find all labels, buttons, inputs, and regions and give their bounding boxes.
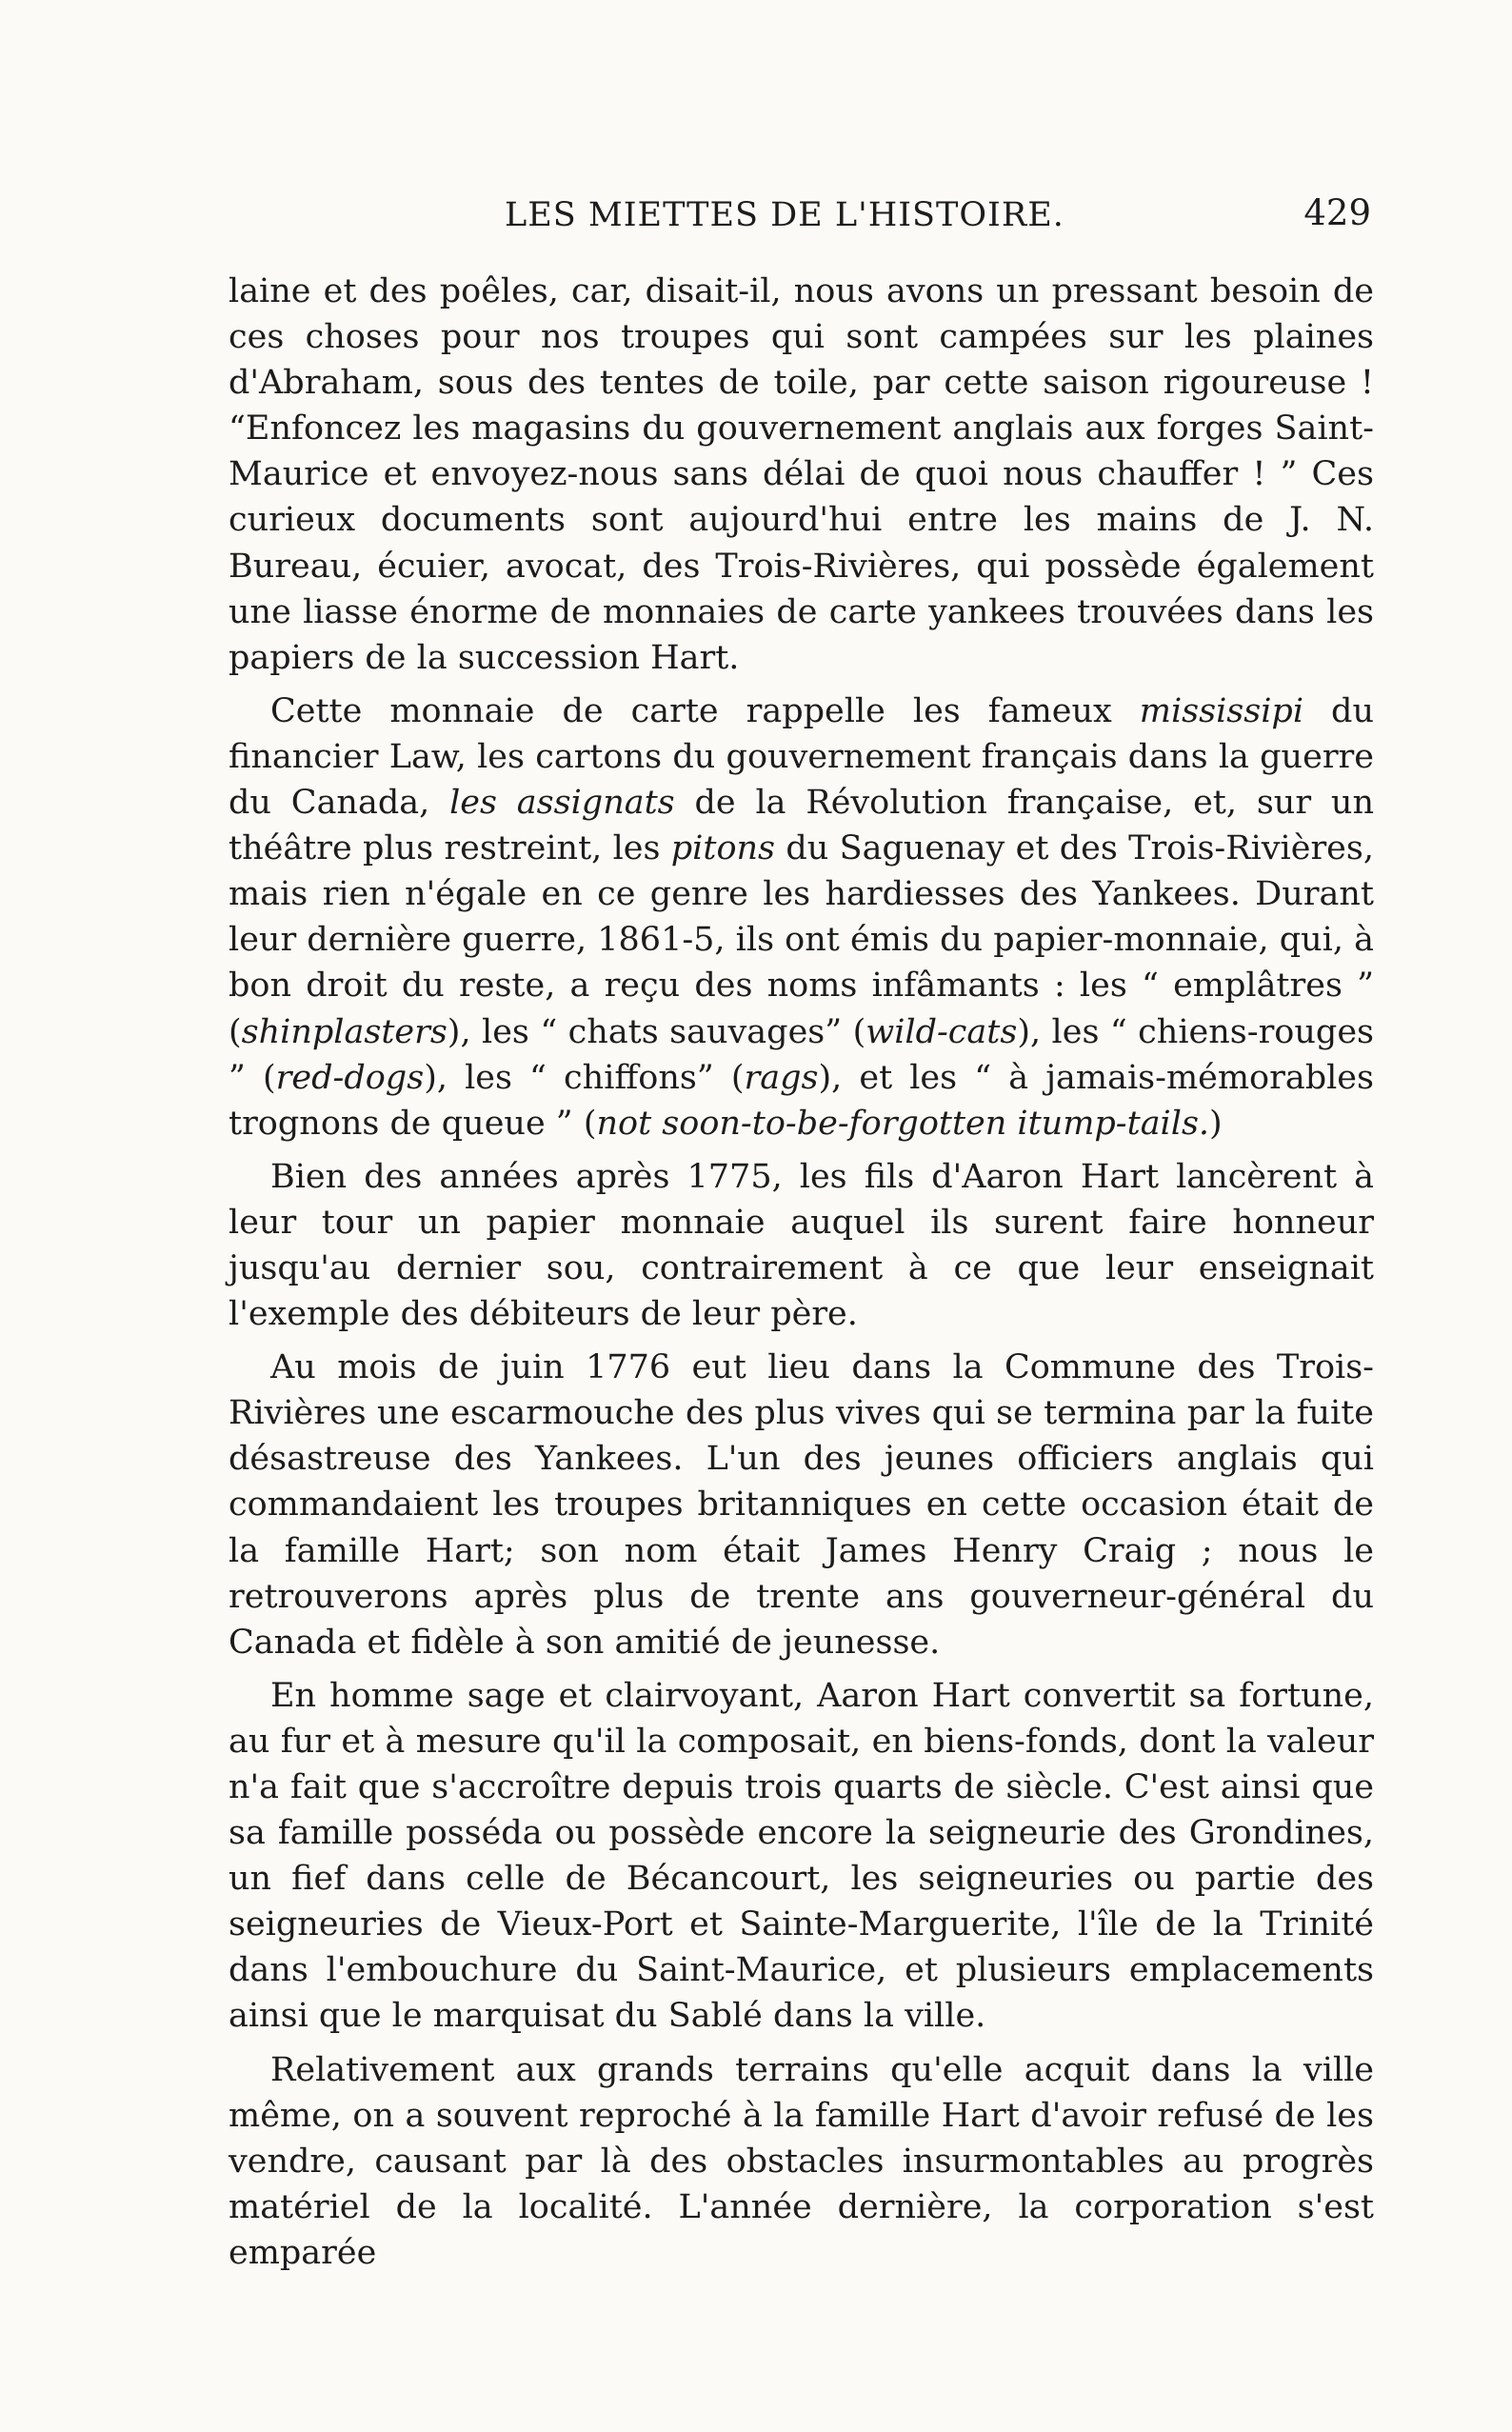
paragraph bbox=[229, 1154, 1374, 1337]
paragraph bbox=[229, 688, 1374, 1146]
text-run: Au mois de juin 1776 eut lieu dans la Commune des Trois-Rivières une escarmouche des plus vives qui se termina par la fuite désastreuse des Yankees. L'un des jeunes officiers anglais qui commandaient les troupes britanniques en cette occasion était de la famille Hart; son nom était James Henry Craig ; nous le retrouverons après plus de trente ans gouverneur-général du Canada et fidèle à son amitié de jeunesse. bbox=[229, 1348, 1374, 1662]
text-run: du financier Law, les cartons du gouvernement français dans la guerre du Canada, bbox=[229, 691, 1374, 823]
text-run: Cette monnaie de carte rappelle les fameux bbox=[270, 691, 1140, 730]
text-run: du Saguenay et des Trois-Rivières, mais rien n'égale en ce genre les hardiesses des Yankees. Durant leur dernière guerre, 1861-5, ils ont émis du papier-monnaie, qui, à bon droit du reste, a reçu des noms infâmants : les “ emplâtres ” ( bbox=[229, 829, 1374, 1051]
text-run: Relativement aux grands terrains qu'elle acquit dans la ville même, on a souvent reproché à la famille Hart d'avoir refusé de les vendre, causant par là des obstacles insurmontables au progrès matériel de la localité. L'année dernière, la corporation s'est emparée bbox=[229, 2050, 1374, 2272]
text-run: ), les “ chiens-rouges ” ( bbox=[229, 1012, 1374, 1097]
page-header bbox=[229, 192, 1371, 253]
text-run: ), et les “ à jamais-mémorables trognons de queue ” ( bbox=[229, 1058, 1374, 1143]
text-run: En homme sage et clairvoyant, Aaron Hart convertit sa fortune, au fur et à mesure qu'il la composait, en biens-fonds, dont la valeur n'a fait que s'accroître depuis trois quarts de siècle. C'est ainsi que sa famille posséda ou possède encore la seigneurie des Grondines, un fief dans celle de Bécancourt, les seigneuries ou partie des seigneuries de Vieux-Port et Sainte-Marguerite, l'île de la Trinité dans l'embouchure du Saint-Maurice, et plusieurs emplacements ainsi que le marquisat du Sablé dans la ville. bbox=[229, 1676, 1374, 2036]
paragraph bbox=[229, 1673, 1374, 2040]
italic-term: mississipi bbox=[1139, 691, 1304, 730]
paragraph bbox=[229, 1345, 1374, 1665]
running-title: LES MIETTES DE L'HISTOIRE. bbox=[505, 196, 1064, 234]
italic-term: not soon-to-be-forgotten itump-tails. bbox=[596, 1104, 1210, 1143]
text-run: ), les “ chats sauvages” ( bbox=[447, 1012, 866, 1051]
text-run: Bien des années après 1775, les fils d'Aaron Hart lancèrent à leur tour un papier monnaie auquel ils surent faire honneur jusqu'au dernier sou, contrairement à ce que leur enseignait l'exemple des débiteurs de leur père. bbox=[229, 1157, 1374, 1334]
italic-term: les assignats bbox=[449, 784, 675, 823]
text-run: de la Révolution française, et, sur un théâtre plus restreint, les bbox=[229, 784, 1375, 868]
page-number: 429 bbox=[1303, 192, 1371, 233]
body-text bbox=[229, 269, 1374, 2276]
italic-term: wild-cats bbox=[865, 1012, 1018, 1051]
text-run: laine et des poêles, car, disait-il, nous avons un pressant besoin de ces choses pour nos troupes qui sont campées sur les plaines d'Abraham, sous des tentes de toile, par cette saison rigoureuse ! “Enfoncez les magasins du gouvernement anglais aux forges Saint-Maurice et envoyez-nous sans délai de quoi nous chauffer ! ” Ces curieux documents sont aujourd'hui entre les mains de J. N. Bureau, écuier, avocat, des Trois-Rivières, qui possède également une liasse énorme de monnaies de carte yankees trouvées dans les papiers de la succession Hart. bbox=[229, 272, 1374, 677]
paragraph bbox=[229, 2047, 1374, 2276]
italic-term: rags bbox=[744, 1058, 819, 1097]
paragraph bbox=[229, 269, 1374, 681]
italic-term: pitons bbox=[670, 829, 776, 868]
text-run: ) bbox=[1209, 1104, 1223, 1143]
text-run: ), les “ chiffons” ( bbox=[424, 1058, 745, 1097]
italic-term: red-dogs bbox=[275, 1058, 425, 1097]
italic-term: shinplasters bbox=[241, 1012, 448, 1051]
